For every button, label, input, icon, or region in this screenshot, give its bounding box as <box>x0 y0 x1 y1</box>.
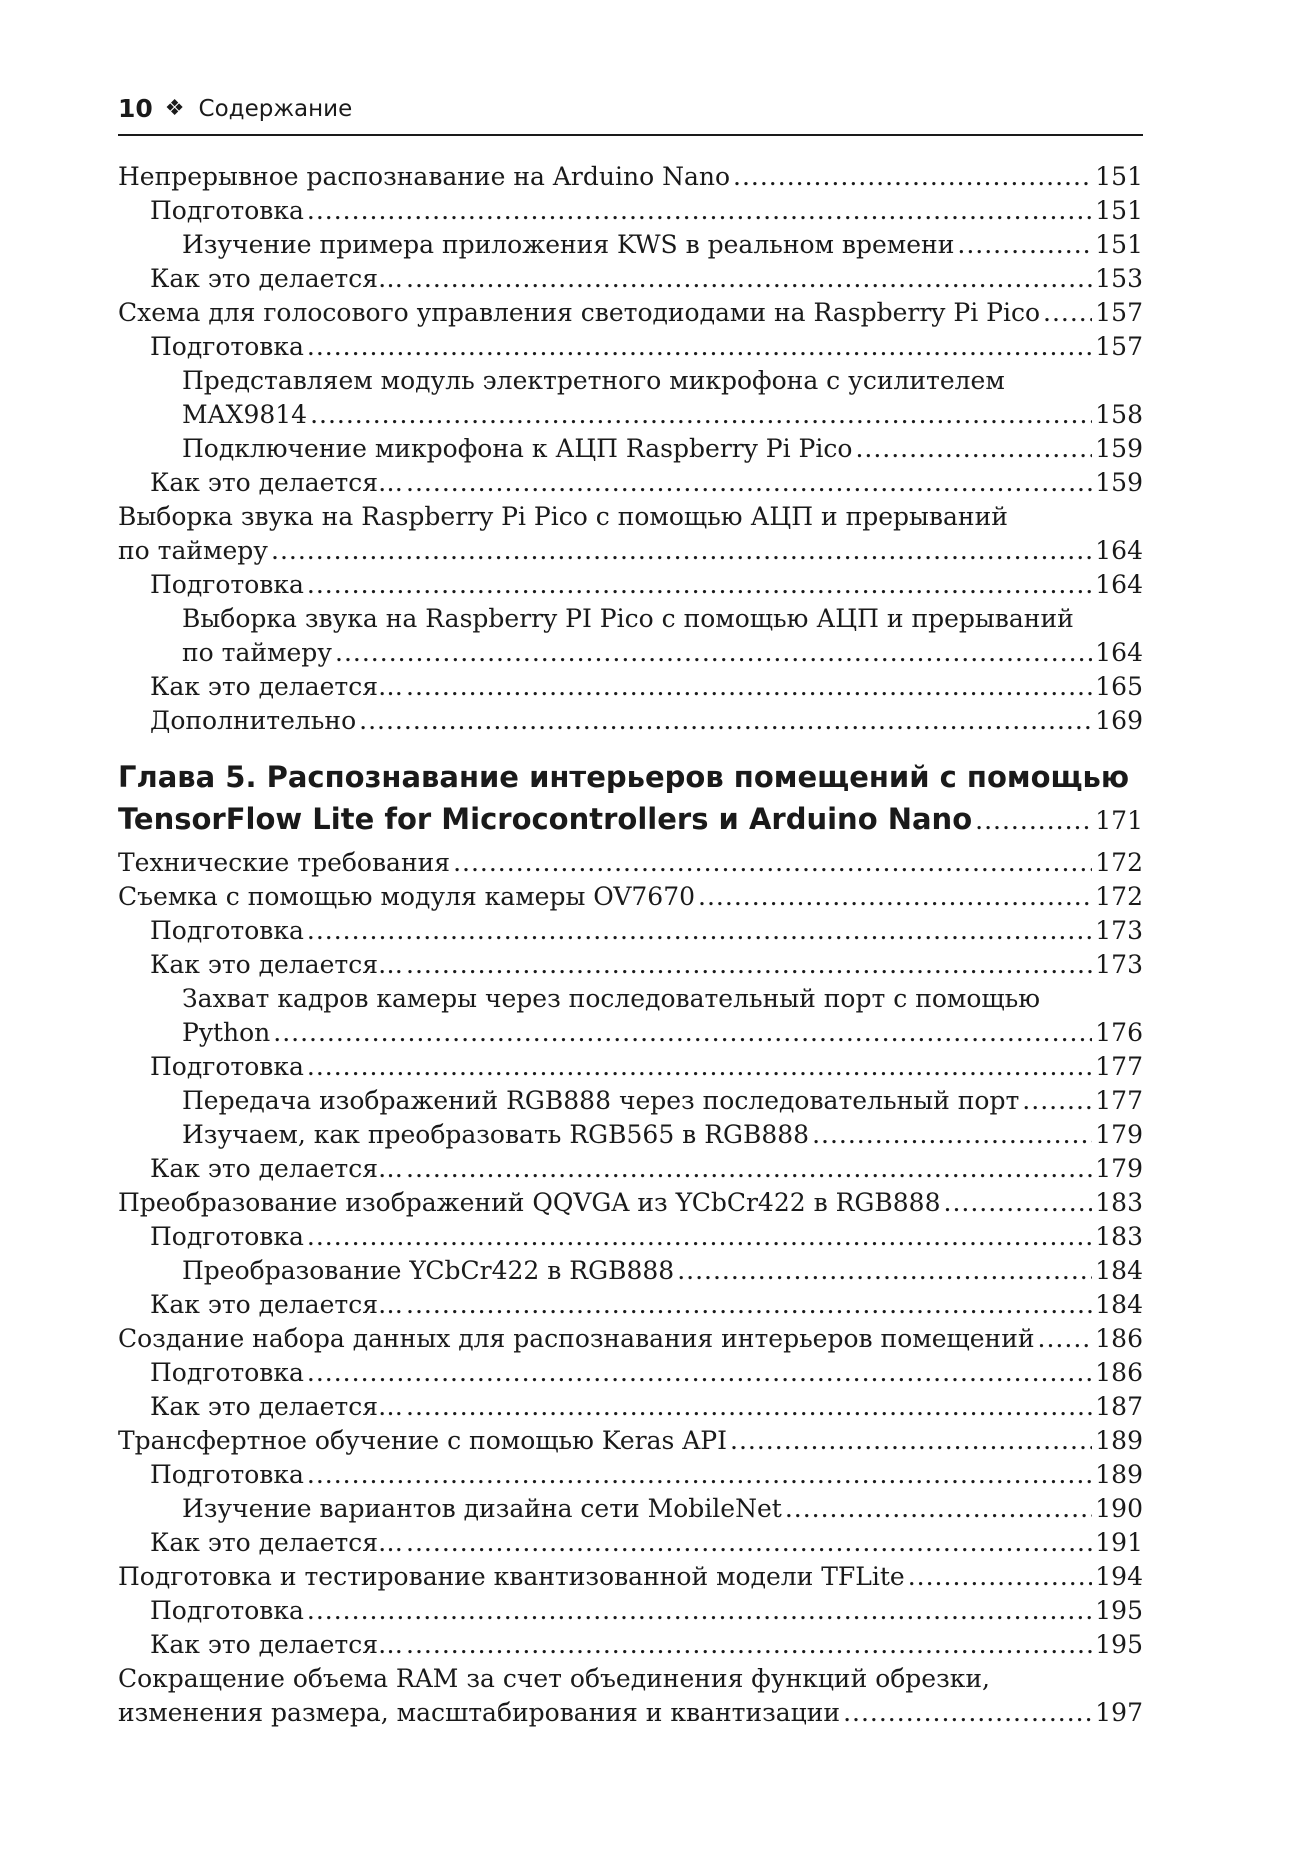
toc-entry-page-number: 159 <box>1095 434 1143 463</box>
dot-leader <box>310 398 1092 432</box>
toc-entry-page-number: 157 <box>1095 332 1143 361</box>
toc-entry-page-number: 173 <box>1095 916 1143 945</box>
toc-entry <box>150 1152 1143 1186</box>
dot-leader <box>307 568 1092 602</box>
toc-entry-title: Как это делается… <box>150 264 404 293</box>
toc-entry-title: Передача изображений RGB888 через последовательный порт <box>182 1086 1020 1115</box>
toc-entry <box>150 704 1143 738</box>
toc-entry-title: Как это делается… <box>150 1290 404 1319</box>
toc-entry-page-number: 157 <box>1095 298 1143 327</box>
toc-entry-title: Подготовка <box>150 1596 304 1625</box>
toc-entry-title: Подключение микрофона к АЦП Raspberry Pi Pico <box>182 434 853 463</box>
toc-entry-title-line: Сокращение объема RAM за счет объединения функций обрезки, <box>118 1664 990 1693</box>
toc-entry <box>150 330 1143 364</box>
toc-entry <box>118 500 1143 568</box>
toc-entry-page-number: 151 <box>1095 162 1143 191</box>
dot-leader <box>406 1288 1092 1322</box>
toc-entry-page-number: 151 <box>1095 196 1143 225</box>
toc-entry-title: Подготовка <box>150 570 304 599</box>
toc-entry-title: TensorFlow Lite for Microcontrollers и Arduino Nano <box>118 802 973 836</box>
running-header <box>118 94 1143 136</box>
toc-entry-title: Как это делается… <box>150 1392 404 1421</box>
toc-entry <box>182 1492 1143 1526</box>
toc-entry <box>182 364 1143 432</box>
dot-leader <box>406 1628 1092 1662</box>
toc-entry-page-number: 183 <box>1095 1222 1143 1251</box>
toc-entry-page-number: 158 <box>1095 400 1143 429</box>
toc-entry-title: Как это делается… <box>150 1528 404 1557</box>
toc-entry-page-number: 189 <box>1095 1460 1143 1489</box>
dot-leader <box>273 1016 1092 1050</box>
toc-entry-title: Как это делается… <box>150 672 404 701</box>
toc-entry-page-number: 187 <box>1095 1392 1143 1421</box>
running-header-title: Содержание <box>198 96 353 122</box>
toc-entry <box>182 982 1143 1050</box>
toc-entry-page-number: 164 <box>1095 536 1143 565</box>
toc-entry <box>150 194 1143 228</box>
dot-leader <box>733 160 1092 194</box>
dot-leader <box>406 262 1092 296</box>
toc-entry-title: Изучение вариантов дизайна сети MobileNet <box>182 1494 782 1523</box>
dot-leader <box>406 1390 1092 1424</box>
dot-leader <box>307 1050 1092 1084</box>
dot-leader <box>944 1186 1093 1220</box>
toc-entry <box>150 262 1143 296</box>
toc-entry <box>118 1424 1143 1458</box>
toc-entry <box>150 1050 1143 1084</box>
dot-leader <box>1043 296 1092 330</box>
toc-entry-page-number: 179 <box>1095 1154 1143 1183</box>
toc-entry <box>182 1084 1143 1118</box>
toc-entry-page-number: 169 <box>1095 706 1143 735</box>
fleuron-separator-icon: ❖ <box>164 96 185 121</box>
toc-entry <box>118 1322 1143 1356</box>
toc-entry <box>150 1356 1143 1390</box>
dot-leader <box>975 800 1092 842</box>
toc-entry <box>150 1220 1143 1254</box>
toc-entry-page-number: 171 <box>1095 806 1143 835</box>
toc-entry-title: Подготовка <box>150 196 304 225</box>
toc-entry-title: изменения размера, масштабирования и квантизации <box>118 1698 841 1727</box>
dot-leader <box>677 1254 1092 1288</box>
toc-entry-title: Непрерывное распознавание на Arduino Nano <box>118 162 731 191</box>
toc-entry <box>182 432 1143 466</box>
toc-entry <box>118 296 1143 330</box>
toc-entry-page-number: 179 <box>1095 1120 1143 1149</box>
toc-entry-title: Технические требования <box>118 848 451 877</box>
toc-entry <box>182 228 1143 262</box>
toc-entry-title: Подготовка <box>150 1052 304 1081</box>
toc-entry <box>118 1662 1143 1730</box>
dot-leader <box>406 1152 1092 1186</box>
toc-entry-page-number: 194 <box>1095 1562 1143 1591</box>
toc-entry <box>118 1186 1143 1220</box>
toc-entry-page-number: 186 <box>1095 1358 1143 1387</box>
toc-entry-title: Как это делается… <box>150 950 404 979</box>
dot-leader <box>812 1118 1092 1152</box>
toc-entry-title: Схема для голосового управления светодиодами на Raspberry Pi Pico <box>118 298 1041 327</box>
dot-leader <box>359 704 1092 738</box>
toc-entry-title: Как это делается… <box>150 1630 404 1659</box>
dot-leader <box>406 948 1092 982</box>
toc-entry-title: Подготовка <box>150 916 304 945</box>
toc-entry-title: Подготовка <box>150 1460 304 1489</box>
toc-entry <box>150 914 1143 948</box>
dot-leader <box>698 880 1092 914</box>
toc-entry-title: MAX9814 <box>182 400 308 429</box>
toc-entry-title: Преобразование изображений QQVGA из YCbCr422 в RGB888 <box>118 1188 941 1217</box>
dot-leader <box>271 534 1092 568</box>
dot-leader <box>307 1220 1092 1254</box>
toc-entry-page-number: 172 <box>1095 882 1143 911</box>
toc-entry <box>150 466 1143 500</box>
toc-entry-page-number: 189 <box>1095 1426 1143 1455</box>
toc-entry <box>150 1458 1143 1492</box>
toc-entry-page-number: 183 <box>1095 1188 1143 1217</box>
toc-entry-title: Преобразование YCbCr422 в RGB888 <box>182 1256 675 1285</box>
toc-entry-title-line: Выборка звука на Raspberry Pi Pico с помощью АЦП и прерываний <box>118 502 1008 531</box>
toc-entry-title: Съемка с помощью модуля камеры OV7670 <box>118 882 696 911</box>
toc-entry-page-number: 184 <box>1095 1256 1143 1285</box>
toc-entry <box>150 568 1143 602</box>
dot-leader <box>908 1560 1093 1594</box>
toc-entry-page-number: 184 <box>1095 1290 1143 1319</box>
dot-leader <box>843 1696 1092 1730</box>
toc-entry <box>150 1628 1143 1662</box>
dot-leader <box>406 670 1092 704</box>
toc-entry <box>118 880 1143 914</box>
toc-entry-title: Python <box>182 1018 271 1047</box>
toc-entry <box>150 1594 1143 1628</box>
toc-entry <box>118 1560 1143 1594</box>
dot-leader <box>785 1492 1092 1526</box>
toc-entry-page-number: 159 <box>1095 468 1143 497</box>
toc-entry-title: Как это делается… <box>150 1154 404 1183</box>
toc-entry <box>182 602 1143 670</box>
toc-entry-title: Подготовка <box>150 332 304 361</box>
toc-entry-title: по таймеру <box>118 536 269 565</box>
toc-entry-page-number: 197 <box>1095 1698 1143 1727</box>
toc-chapter-entry <box>118 756 1143 842</box>
toc-entry-page-number: 164 <box>1095 638 1143 667</box>
dot-leader <box>307 330 1092 364</box>
dot-leader <box>335 636 1092 670</box>
toc-entry-title: Подготовка <box>150 1358 304 1387</box>
toc-entry <box>118 160 1143 194</box>
table-of-contents <box>118 160 1143 1730</box>
toc-entry-title-line: Захват кадров камеры через последовательный порт с помощью <box>182 984 1041 1013</box>
toc-entry-page-number: 173 <box>1095 950 1143 979</box>
toc-entry-page-number: 177 <box>1095 1086 1143 1115</box>
toc-entry <box>150 1288 1143 1322</box>
toc-entry-page-number: 172 <box>1095 848 1143 877</box>
toc-entry-title: по таймеру <box>182 638 333 667</box>
toc-entry-title: Изучаем, как преобразовать RGB565 в RGB888 <box>182 1120 810 1149</box>
toc-entry-page-number: 195 <box>1095 1596 1143 1625</box>
dot-leader <box>1038 1322 1093 1356</box>
dot-leader <box>307 194 1092 228</box>
toc-entry-title: Изучение примера приложения KWS в реальном времени <box>182 230 955 259</box>
toc-entry <box>150 1390 1143 1424</box>
toc-entry-page-number: 191 <box>1095 1528 1143 1557</box>
toc-entry-title: Как это делается… <box>150 468 404 497</box>
toc-entry <box>118 846 1143 880</box>
dot-leader <box>406 1526 1092 1560</box>
page-number: 10 <box>118 94 153 123</box>
toc-entry-page-number: 177 <box>1095 1052 1143 1081</box>
dot-leader <box>406 466 1092 500</box>
dot-leader <box>307 1356 1092 1390</box>
dot-leader <box>730 1424 1092 1458</box>
toc-entry-page-number: 176 <box>1095 1018 1143 1047</box>
toc-entry-title: Подготовка и тестирование квантизованной модели TFLite <box>118 1562 905 1591</box>
toc-entry-page-number: 165 <box>1095 672 1143 701</box>
toc-entry-page-number: 151 <box>1095 230 1143 259</box>
dot-leader <box>307 1594 1092 1628</box>
dot-leader <box>453 846 1092 880</box>
toc-entry-title: Создание набора данных для распознавания интерьеров помещений <box>118 1324 1035 1353</box>
toc-entry <box>150 1526 1143 1560</box>
toc-entry <box>150 948 1143 982</box>
toc-entry-title: Трансфертное обучение с помощью Keras API <box>118 1426 728 1455</box>
toc-entry <box>182 1118 1143 1152</box>
toc-entry <box>150 670 1143 704</box>
toc-entry-page-number: 190 <box>1095 1494 1143 1523</box>
toc-entry-title: Дополнительно <box>150 706 357 735</box>
toc-entry-page-number: 164 <box>1095 570 1143 599</box>
toc-entry <box>182 1254 1143 1288</box>
toc-entry-title-line: Выборка звука на Raspberry PI Pico с помощью АЦП и прерываний <box>182 604 1074 633</box>
dot-leader <box>307 1458 1092 1492</box>
toc-entry-title: Подготовка <box>150 1222 304 1251</box>
toc-entry-page-number: 195 <box>1095 1630 1143 1659</box>
toc-entry-page-number: 153 <box>1095 264 1143 293</box>
toc-entry-page-number: 186 <box>1095 1324 1143 1353</box>
toc-entry-title-line: Представляем модуль электретного микрофона с усилителем <box>182 366 1005 395</box>
dot-leader <box>1022 1084 1092 1118</box>
toc-entry-title-line: Глава 5. Распознавание интерьеров помещений с помощью <box>118 760 1130 794</box>
dot-leader <box>307 914 1092 948</box>
dot-leader <box>957 228 1092 262</box>
dot-leader <box>855 432 1092 466</box>
